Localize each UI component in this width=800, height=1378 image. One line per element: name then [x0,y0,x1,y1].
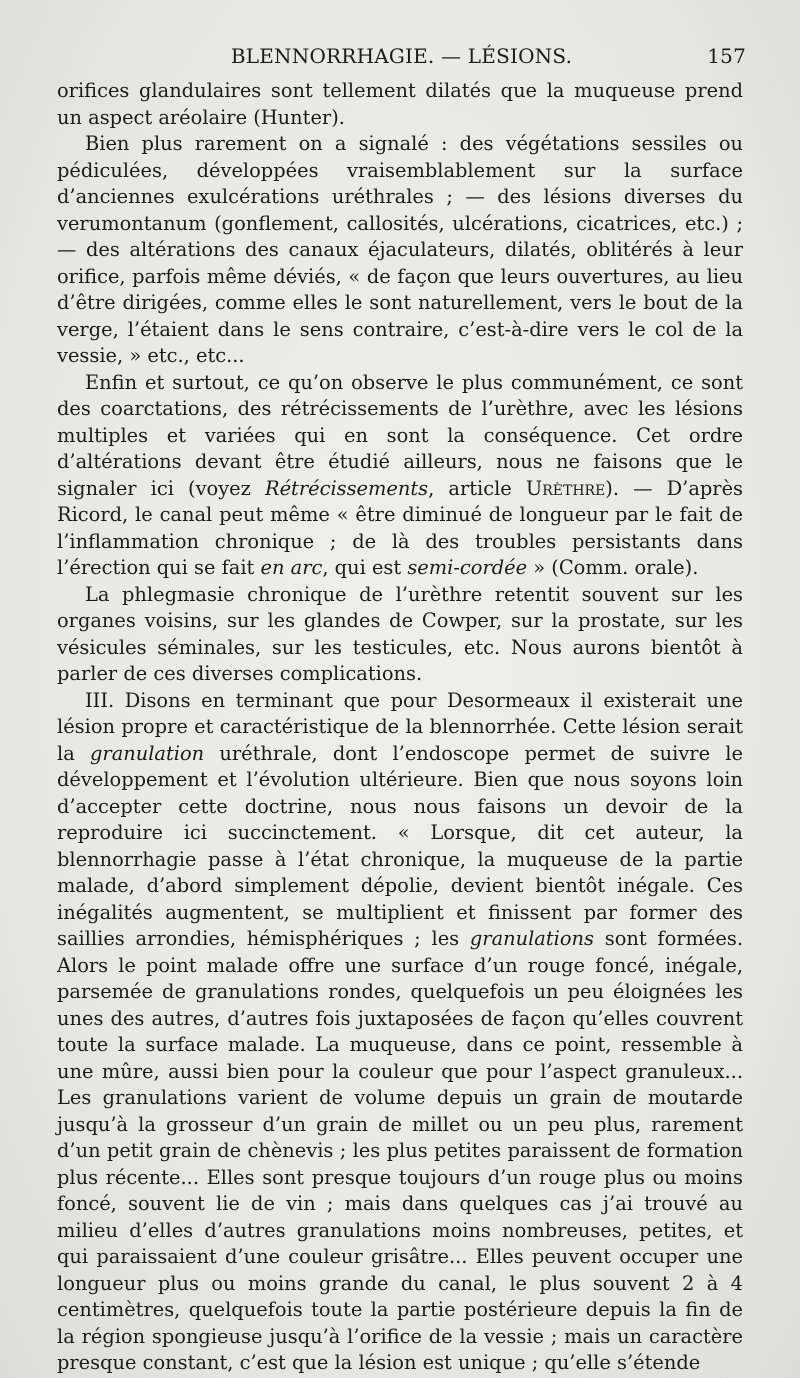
text-run: Bien plus rarement on a signalé : des végétations sessiles ou pédiculées, développées vraisemblablement sur la surface d’anciennes exulcérations uréthrales ; — des lésions diverses du verumontanum (gonflement, callosités, ulcérations, cicatrices, etc.) ; — des altérations des canaux éjaculateurs, dilatés, oblitérés à leur orifice, parfois même déviés, « de façon que leurs ouvertures, au lieu d’être dirigées, comme elles le sont naturellement, vers le bout de la verge, l’étaient dans le sens contraire, c’est-à-dire vers le col de la vessie, » etc., etc... [57,132,743,367]
italic-text: en arc [260,556,323,579]
page-number: 157 [707,44,746,68]
text-run: » (Comm. orale). [527,556,699,579]
text-run: , article [428,476,526,500]
body-text [57,78,743,1377]
paragraph [57,370,743,582]
text-run: La phlegmasie chronique de l’urèthre retentit souvent sur les organes voisins, sur les glandes de Cowper, sur la prostate, sur les vésicules séminales, sur les testicules, etc. Nous aurons bientôt à parler de ces diverses complications. [57,582,743,685]
page-header [57,44,746,74]
text-run: ). — D’après Ricord, le canal peut même « être diminué de longueur par le fait de l’inflammation chronique ; de là des troubles persistants dans l’érection qui se fait [57,476,744,579]
paragraph [57,78,743,131]
italic-text: granulations [469,927,594,950]
italic-text: semi-cordée [407,556,528,579]
paragraph [57,131,743,370]
text-run: Enfin et surtout, ce qu’on observe le plus communément, ce sont des coarctations, des rétrécissements de l’urèthre, avec les lésions multiples et variées qui en sont la conséquence. Cet ordre d’altérations devant être étudié ailleurs, nous ne faisons que le signaler ici (voyez [57,370,743,500]
italic-text: Rétrécissements [264,476,429,500]
running-title: BLENNORRHAGIE. — LÉSIONS. [230,44,573,68]
text-run: , qui est [322,556,408,579]
italic-text: granulation [90,741,205,765]
text-run: sont formées. Alors le point malade offre une surface d’un rouge foncé, inégale, parsemée de granulations rondes, quelquefois un peu éloignées les unes des autres, d’autres fois juxtaposées de façon qu’elles couvrent toute la surface malade. La muqueuse, dans ce point, ressemble à une mûre, aussi bien pour la couleur que pour l’aspect granuleux... Les granulations varient de volume depuis un grain de moutarde jusqu’à la grosseur d’un grain de millet ou un peu plus, rarement d’un petit grain de chènevis ; les plus petites paraissent de formation plus récente... Elles sont presque toujours d’un rouge plus ou moins foncé, souvent lie de vin ; mais dans quelques cas j’ai trouvé au milieu d’elles d’autres granulations moins nombreuses, petites, et qui paraissaient d’une couleur grisâtre... Elles peuvent occuper une longueur plus ou moins grande du canal, le plus souvent 2 à 4 centimètres, quelquefois toute la partie postérieure depuis la fin de la région spongieuse jusqu’à l’orifice de la vessie ; mais un caractère presque constant, c’est que la lésion est unique ; qu’elle s’étende [57,927,743,1374]
text-run: uréthrale, dont l’endoscope permet de suivre le développement et l’évolution ultérieure. Bien que nous soyons loin d’accepter cette doctrine, nous nous faisons un devoir de la reproduire ici succinctement. « Lorsque, dit cet auteur, la blennorrhagie passe à l’état chronique, la muqueuse de la partie malade, d’abord simplement dépolie, devient bientôt inégale. Ces inégalités augmentent, se multiplient et finissent par former des saillies arrondies, hémisphériques ; les [57,741,743,950]
paragraph [57,582,743,688]
paragraph [57,688,743,1377]
text-run: orifices glandulaires sont tellement dilatés que la muqueuse prend un aspect aréolaire (Hunter). [57,79,743,129]
small-caps-text: Urèthre [525,476,606,500]
text-run: III. Disons en terminant que pour Desormeaux il existerait une lésion propre et caractéristique de la blennorrhée. Cette lésion serait la [57,688,743,765]
